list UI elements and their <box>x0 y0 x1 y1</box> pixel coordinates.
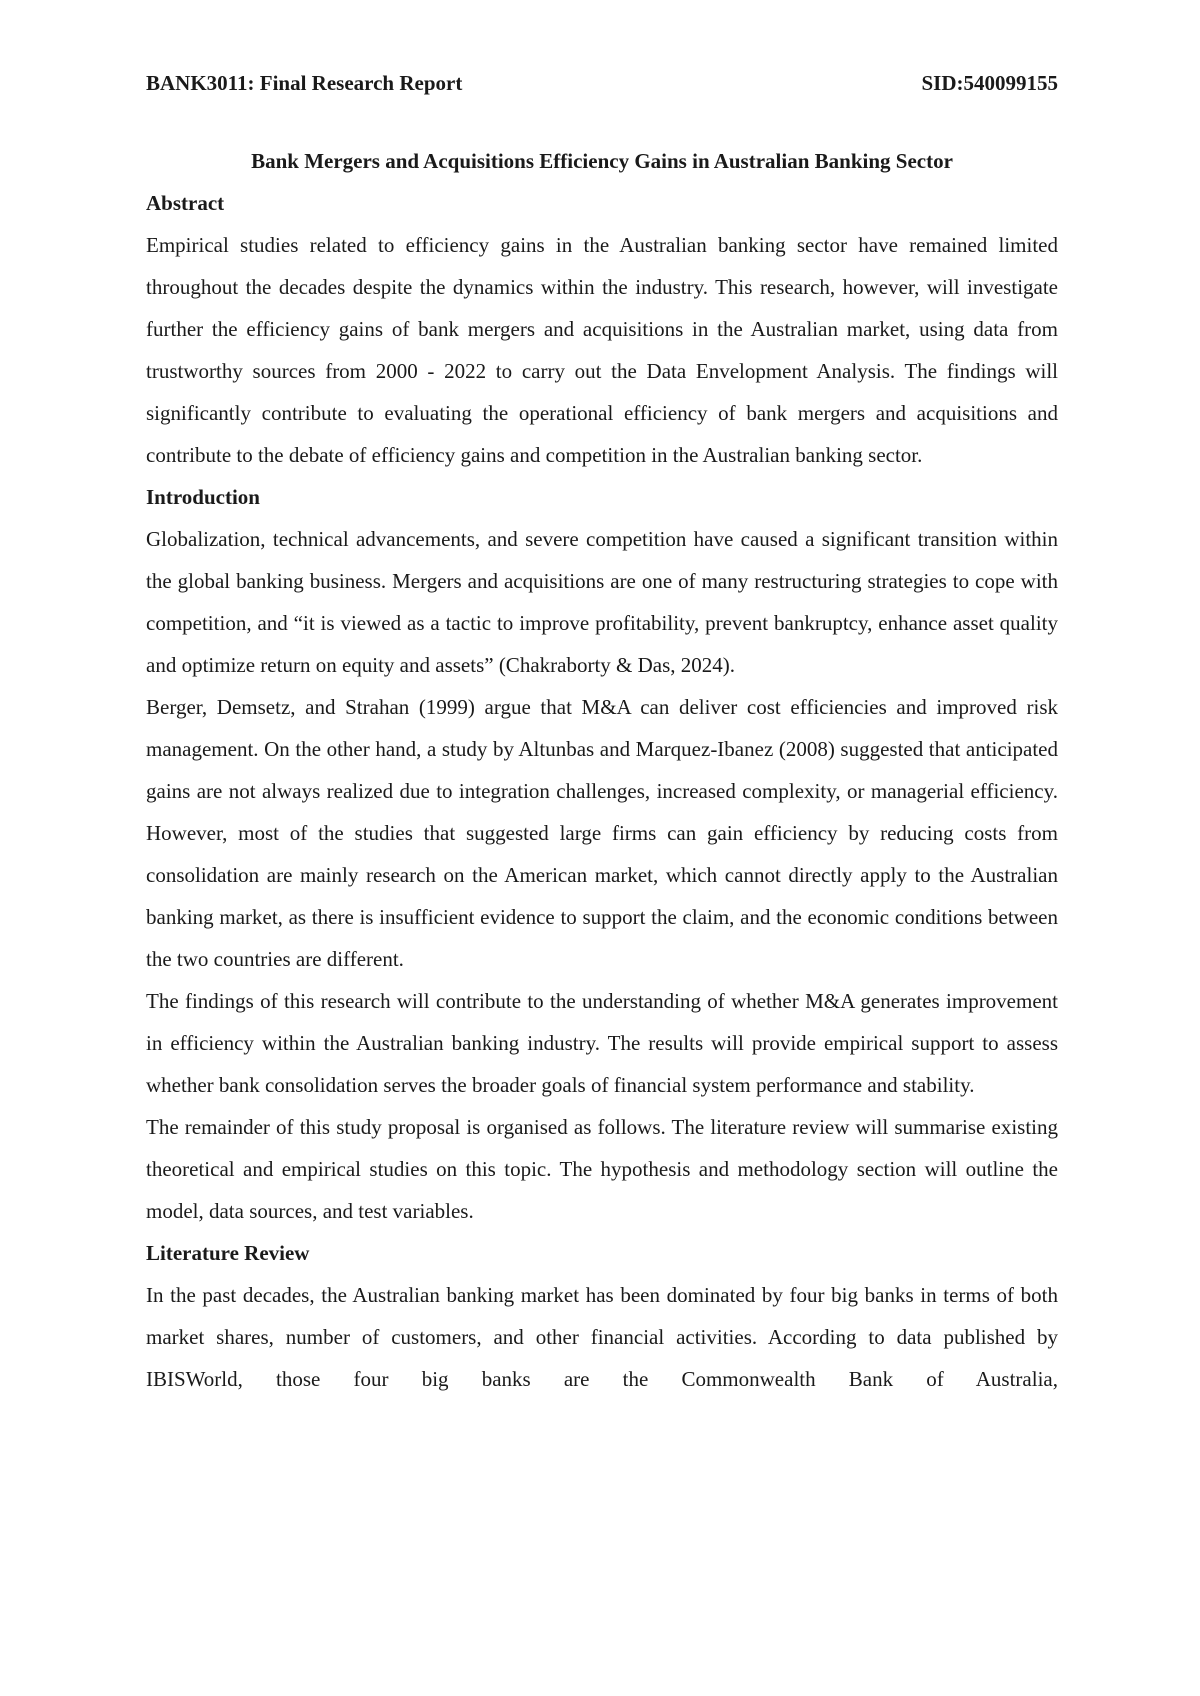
introduction-section <box>146 476 1058 1232</box>
introduction-paragraph-2: Berger, Demsetz, and Strahan (1999) argue that M&A can deliver cost efficiencies and improved risk management. On the other hand, a study by Altunbas and Marquez-Ibanez (2008) suggested that anticipated gains are not always realized due to integration challenges, increased complexity, or managerial efficiency. However, most of the studies that suggested large firms can gain efficiency by reducing costs from consolidation are mainly research on the American market, which cannot directly apply to the Australian banking market, as there is insufficient evidence to support the claim, and the economic conditions between the two countries are different. <box>146 695 1058 971</box>
header-course-title: BANK3011: Final Research Report <box>146 71 463 95</box>
literature-review-heading: Literature Review <box>146 1241 310 1265</box>
introduction-paragraph-4: The remainder of this study proposal is organised as follows. The literature review will summarise existing theoretical and empirical studies on this topic. The hypothesis and methodology section will outline the model, data sources, and test variables. <box>146 1115 1058 1223</box>
header-student-id: SID:540099155 <box>921 71 1058 95</box>
literature-review-section <box>146 1232 1058 1400</box>
page-header <box>146 66 1058 100</box>
introduction-heading: Introduction <box>146 485 260 509</box>
introduction-paragraph-1: Globalization, technical advancements, and severe competition have caused a significant transition within the global banking business. Mergers and acquisitions are one of many restructuring strategies to cope with competition, and “it is viewed as a tactic to improve profitability, prevent bankruptcy, enhance asset quality and optimize return on equity and assets” (Chakraborty & Das, 2024). <box>146 527 1058 677</box>
abstract-heading: Abstract <box>146 191 225 215</box>
introduction-paragraph-3: The findings of this research will contribute to the understanding of whether M&A generates improvement in efficiency within the Australian banking industry. The results will provide empirical support to assess whether bank consolidation serves the broader goals of financial system performance and stability. <box>146 989 1058 1097</box>
literature-review-paragraph-1: In the past decades, the Australian banking market has been dominated by four big banks in terms of both market shares, number of customers, and other financial activities. According to data published by IBISWorld, those four big banks are the Commonwealth Bank of Australia, <box>146 1283 1058 1391</box>
document-page <box>146 66 1058 1400</box>
document-title: Bank Mergers and Acquisitions Efficiency Gains in Australian Banking Sector <box>251 149 953 173</box>
abstract-paragraph: Empirical studies related to efficiency gains in the Australian banking sector have remained limited throughout the decades despite the dynamics within the industry. This research, however, will investigate further the efficiency gains of bank mergers and acquisitions in the Australian market, using data from trustworthy sources from 2000 - 2022 to carry out the Data Envelopment Analysis. The findings will significantly contribute to evaluating the operational efficiency of bank mergers and acquisitions and contribute to the debate of efficiency gains and competition in the Australian banking sector. <box>146 233 1058 467</box>
abstract-section <box>146 182 1058 476</box>
